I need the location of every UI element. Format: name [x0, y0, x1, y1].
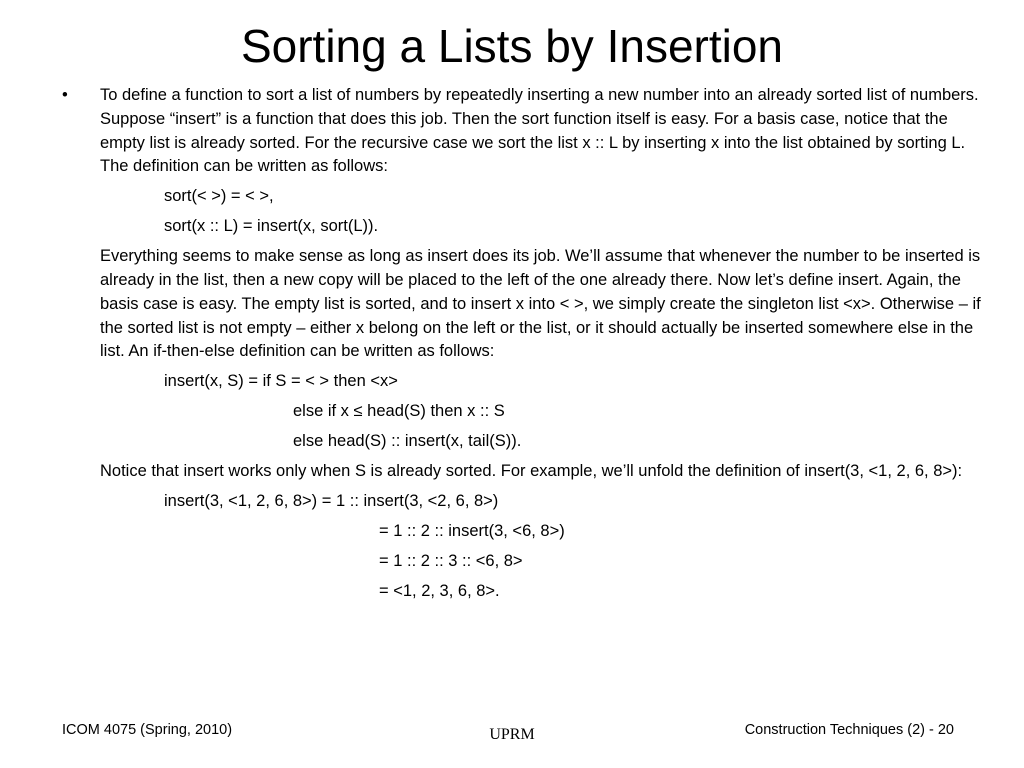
footer-course: ICOM 4075 (Spring, 2010) — [62, 722, 233, 738]
example-line-3 — [0, 550, 1024, 574]
bullet-marker: • — [62, 86, 68, 104]
code-text: else head(S) :: insert(x, tail(S)). — [293, 432, 522, 451]
code-text: = 1 :: 2 :: 3 :: <6, 8> — [379, 551, 523, 570]
footer-slide-number: Construction Techniques (2) - 20 — [744, 722, 954, 738]
paragraph-insert: Everything seems to make sense as long as insert does its job. We’ll assume that whenever the number to be inserted is already in the list, then a new copy will be placed to the left of the one already there. Now let’s define insert. Again, the basis case is easy. The empty list is sorted, and to insert x into < >, we simply create the singleton list <x>. Otherwise – if the sorted list is not empty – either x belong on the left or the list, or it should actually be inserted somewhere else in the list. An if-then-else definition can be written as follows: — [100, 247, 981, 361]
example-line-1 — [0, 490, 1024, 514]
paragraph-example: Notice that insert works only when S is already sorted. For example, we’ll unfold the definition of insert(3, <1, 2, 6, 8>): — [100, 462, 963, 481]
insert-def-line-1 — [0, 370, 1024, 394]
example-line-2 — [0, 520, 1024, 544]
code-text: else if x ≤ head(S) then x :: S — [293, 402, 505, 421]
code-text: = <1, 2, 3, 6, 8>. — [379, 581, 500, 600]
footer-institution: UPRM — [489, 726, 535, 743]
paragraph-intro: To define a function to sort a list of numbers by repeatedly inserting a new number into an already sorted list of numbers. Suppose “insert” is a function that does this job. Then the sort function itself is easy. For a basis case, notice that the empty list is already sorted. For the recursive case we sort the list x :: L by inserting x into the list obtained by sorting L. The definition can be written as follows: — [100, 86, 979, 176]
sort-def-line-1 — [0, 185, 1024, 209]
sort-def-line-2 — [0, 215, 1024, 239]
code-text: = 1 :: 2 :: insert(3, <6, 8>) — [379, 521, 565, 540]
insert-def-line-2 — [0, 400, 1024, 424]
slide-body — [0, 84, 1024, 604]
code-text: sort(x :: L) = insert(x, sort(L)). — [164, 217, 379, 236]
code-text: insert(x, S) = if S = < > then <x> — [164, 372, 398, 391]
code-text: sort(< >) = < >, — [164, 187, 274, 206]
slide-title: Sorting a Lists by Insertion — [240, 20, 784, 72]
insert-def-line-3 — [0, 430, 1024, 454]
code-text: insert(3, <1, 2, 6, 8>) = 1 :: insert(3, <2, 6, 8>) — [164, 491, 499, 510]
example-line-4 — [0, 580, 1024, 604]
